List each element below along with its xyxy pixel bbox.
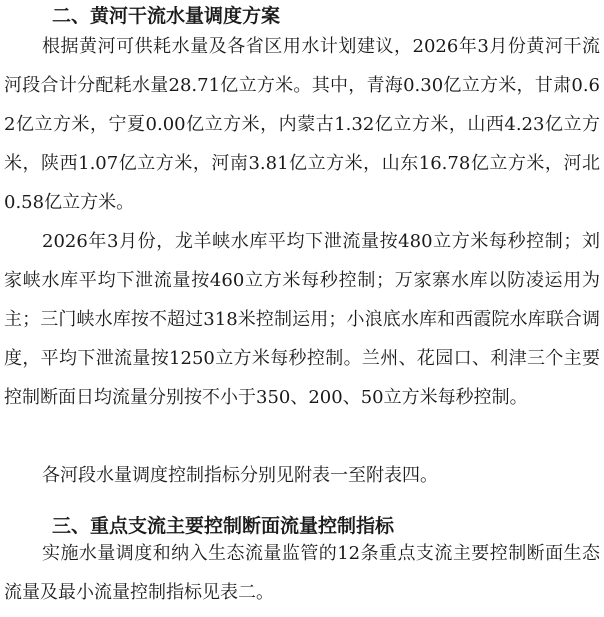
paragraph-reservoir-discharge: 2026年3月份，龙羊峡水库平均下泄流量按480立方米每秒控制；刘家峡水库平均下泄流量按460立方米每秒控制；万家寨水库以防凌运用为主；三门峡水库按不超过318米控制运用；小浪底水库和西霞院水库联合调度，平均下泄流量按1250立方米每秒控制。兰州、花园口、利津三个主要控制断面日均流量分别按不小于350、200、50立方米每秒控制。 (4, 231, 600, 408)
paragraph-tributary-ecological-flow: 实施水量调度和纳入生态流量监管的12条重点支流主要控制断面生态流量及最小流量控制指标见表二。 (4, 543, 600, 603)
paragraph-appendix-reference: 各河段水量调度控制指标分别见附表一至附表四。 (42, 465, 438, 486)
paragraph-water-allocation: 根据黄河可供耗水量及各省区用水计划建议，2026年3月份黄河干流河段合计分配耗水量28.71亿立方米。其中，青海0.30亿立方米，甘肃0.62亿立方米，宁夏0.00亿立方米，内蒙古1.32亿立方米，山西4.23亿立方米，陕西1.07亿立方米，河南3.81亿立方米，山东16.78亿立方米，河北0.58亿立方米。 (4, 36, 600, 213)
section-heading-tributary-control-indicators: 三、重点支流主要控制断面流量控制指标 (52, 515, 395, 537)
section-heading-yellow-river-mainstream-plan: 二、黄河干流水量调度方案 (52, 5, 281, 27)
